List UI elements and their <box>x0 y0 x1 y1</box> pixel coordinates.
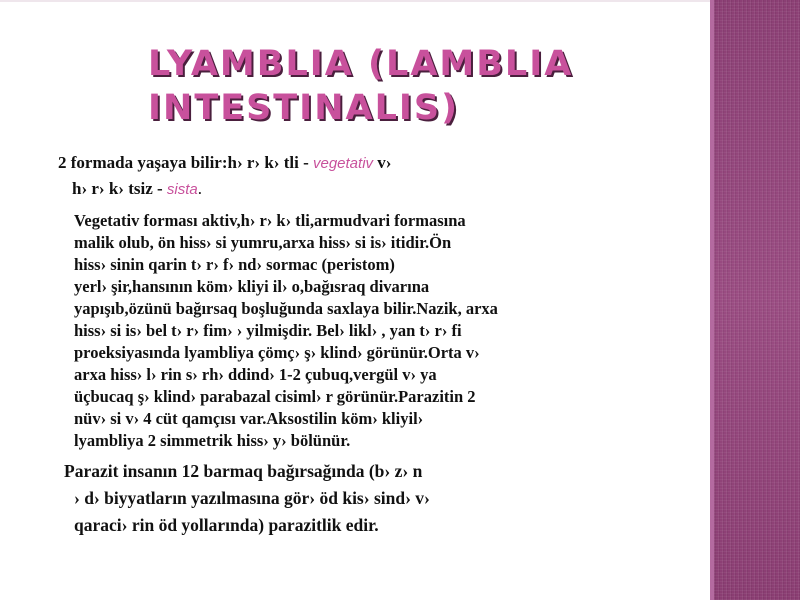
forms-text-4: . <box>197 179 202 198</box>
title-line-1: LYAMBLIA (LAMBLIA <box>148 44 574 84</box>
paragraph-vegetative-description <box>58 210 668 452</box>
text-line: Parazit insanın 12 barmaq bağırsağında (b› z› n <box>64 461 423 481</box>
term-sista: sista <box>166 181 198 198</box>
text-line: Vegetativ forması aktiv,h› r› k› tli,armudvari formasına <box>74 211 466 230</box>
text-line: nüv› si v› 4 cüt qamçısı var.Aksostilin köm› kliyil› <box>74 409 424 428</box>
text-line: › d› biyyatların yazılmasına gör› öd kis› sind› v› <box>74 488 430 508</box>
slide-body <box>58 150 668 539</box>
forms-text-2: v› <box>373 153 392 172</box>
forms-line-2 <box>58 176 668 202</box>
slide-title <box>148 42 688 130</box>
forms-text-3: h› r› k› tsiz - <box>72 179 167 198</box>
side-band-edge <box>710 0 714 600</box>
text-line: malik olub, ön hiss› si yumru,arxa hiss› si is› itidir.Ön <box>74 233 452 252</box>
text-line: hiss› sinin qarin t› r› f› nd› sormac (peristom) <box>74 255 395 274</box>
top-divider <box>0 0 710 2</box>
forms-text-1: 2 formada yaşaya bilir:h› r› k› tli - <box>58 153 313 172</box>
text-line: arxa hiss› l› rin s› rh› ddind› 1-2 çubuq,vergül v› ya <box>74 365 437 384</box>
text-line: qaraci› rin öd yollarında) parazitlik edir. <box>74 515 379 535</box>
decorative-side-band <box>710 0 800 600</box>
text-line: hiss› si is› bel t› r› fim› › yilmişdir. Bel› likl› , yan t› r› fi <box>74 321 462 340</box>
title-line-2: INTESTINALIS) <box>148 88 460 128</box>
text-line: yerl› şir,hansının köm› kliyi il› o,bağısraq divarına <box>74 277 430 296</box>
paragraph-parasite-location <box>64 458 668 539</box>
paragraph-forms <box>58 150 668 202</box>
term-vegetativ: vegetativ <box>312 155 374 172</box>
text-line: yapışıb,özünü bağırsaq boşluğunda saxlaya bilir.Nazik, arxa <box>74 299 498 318</box>
text-line: proeksiyasında lyambliya çömç› ş› klind› görünür.Orta v› <box>74 343 480 362</box>
text-line: lyambliya 2 simmetrik hiss› y› bölünür. <box>74 431 351 450</box>
text-line: üçbucaq ş› klind› parabazal cisiml› r görünür.Parazitin 2 <box>74 387 476 406</box>
